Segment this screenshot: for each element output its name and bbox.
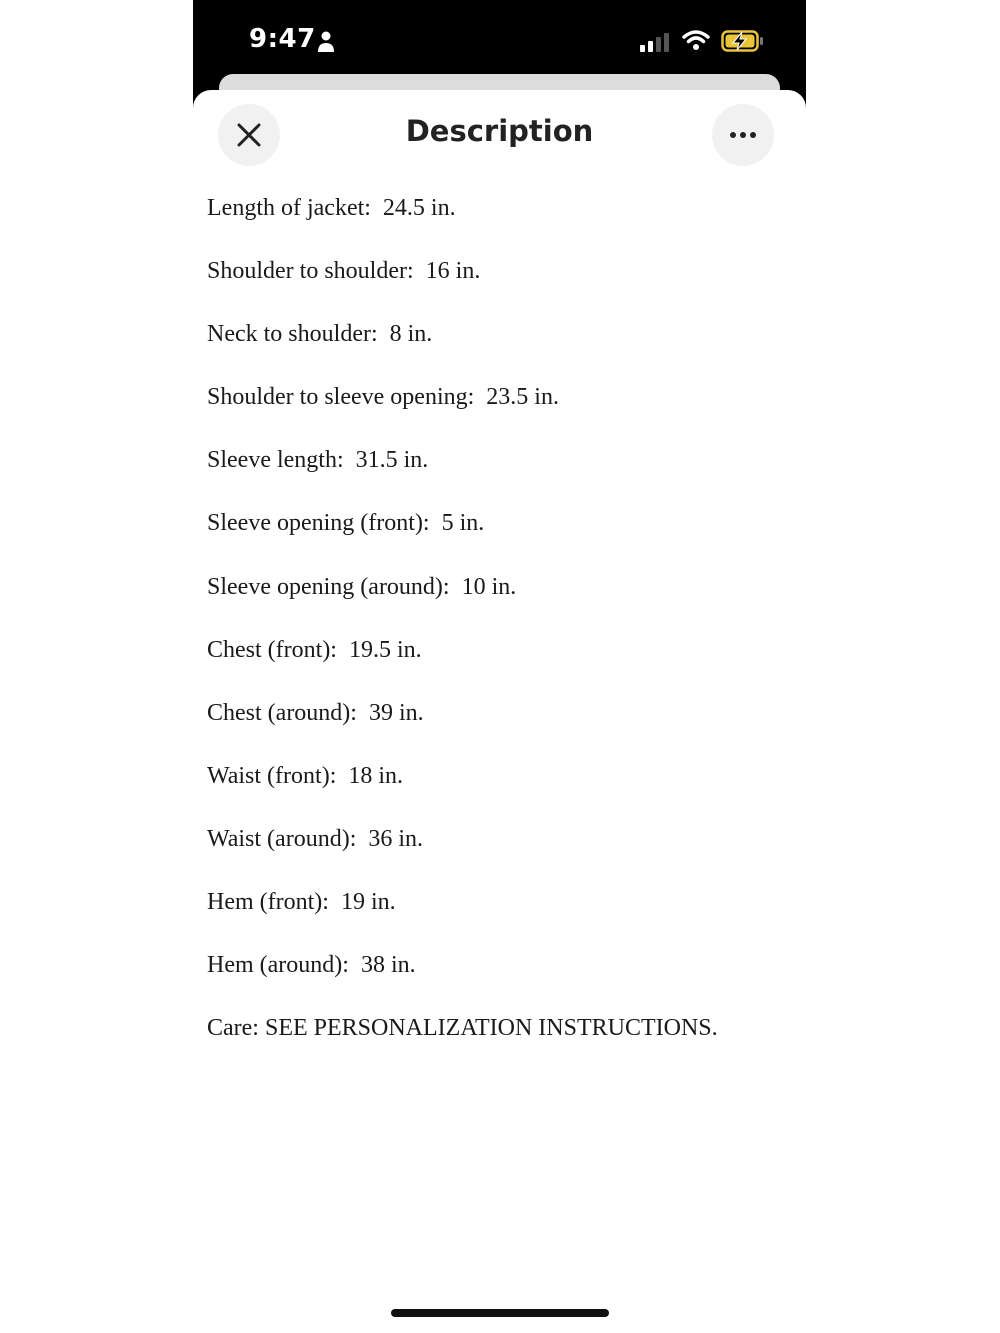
person-icon: [317, 31, 335, 53]
description-line: Shoulder to shoulder: 16 in.: [207, 258, 481, 285]
wifi-icon: [682, 29, 710, 51]
description-line: Sleeve length: 31.5 in.: [207, 447, 429, 474]
page-title: Description: [405, 114, 594, 148]
more-options-button[interactable]: [712, 104, 774, 166]
description-list: [207, 191, 797, 1074]
description-line: Chest (front): 19.5 in.: [207, 636, 422, 663]
description-line: Waist (front): 18 in.: [207, 762, 404, 789]
description-line: Sleeve opening (around): 10 in.: [207, 573, 517, 600]
description-line: Chest (around): 39 in.: [207, 699, 424, 726]
description-line: Neck to shoulder: 8 in.: [207, 321, 433, 348]
description-line: Length of jacket: 24.5 in.: [207, 195, 456, 221]
cellular-signal-icon: [640, 32, 672, 52]
description-line: Hem (around): 38 in.: [207, 952, 416, 979]
phone-screen: [193, 0, 806, 1333]
description-sheet: [193, 90, 806, 1333]
description-line: Sleeve opening (front): 5 in.: [207, 510, 485, 537]
status-time: 9:47: [249, 24, 316, 54]
more-icon: [729, 131, 757, 139]
battery-charging-icon: [721, 29, 765, 53]
description-line: Hem (front): 19 in.: [207, 889, 396, 916]
description-line: Waist (around): 36 in.: [207, 825, 424, 852]
description-line: Shoulder to sleeve opening: 23.5 in.: [207, 384, 559, 411]
care-instructions-line: Care: SEE PERSONALIZATION INSTRUCTIONS.: [207, 1015, 718, 1042]
home-indicator[interactable]: [391, 1309, 609, 1317]
